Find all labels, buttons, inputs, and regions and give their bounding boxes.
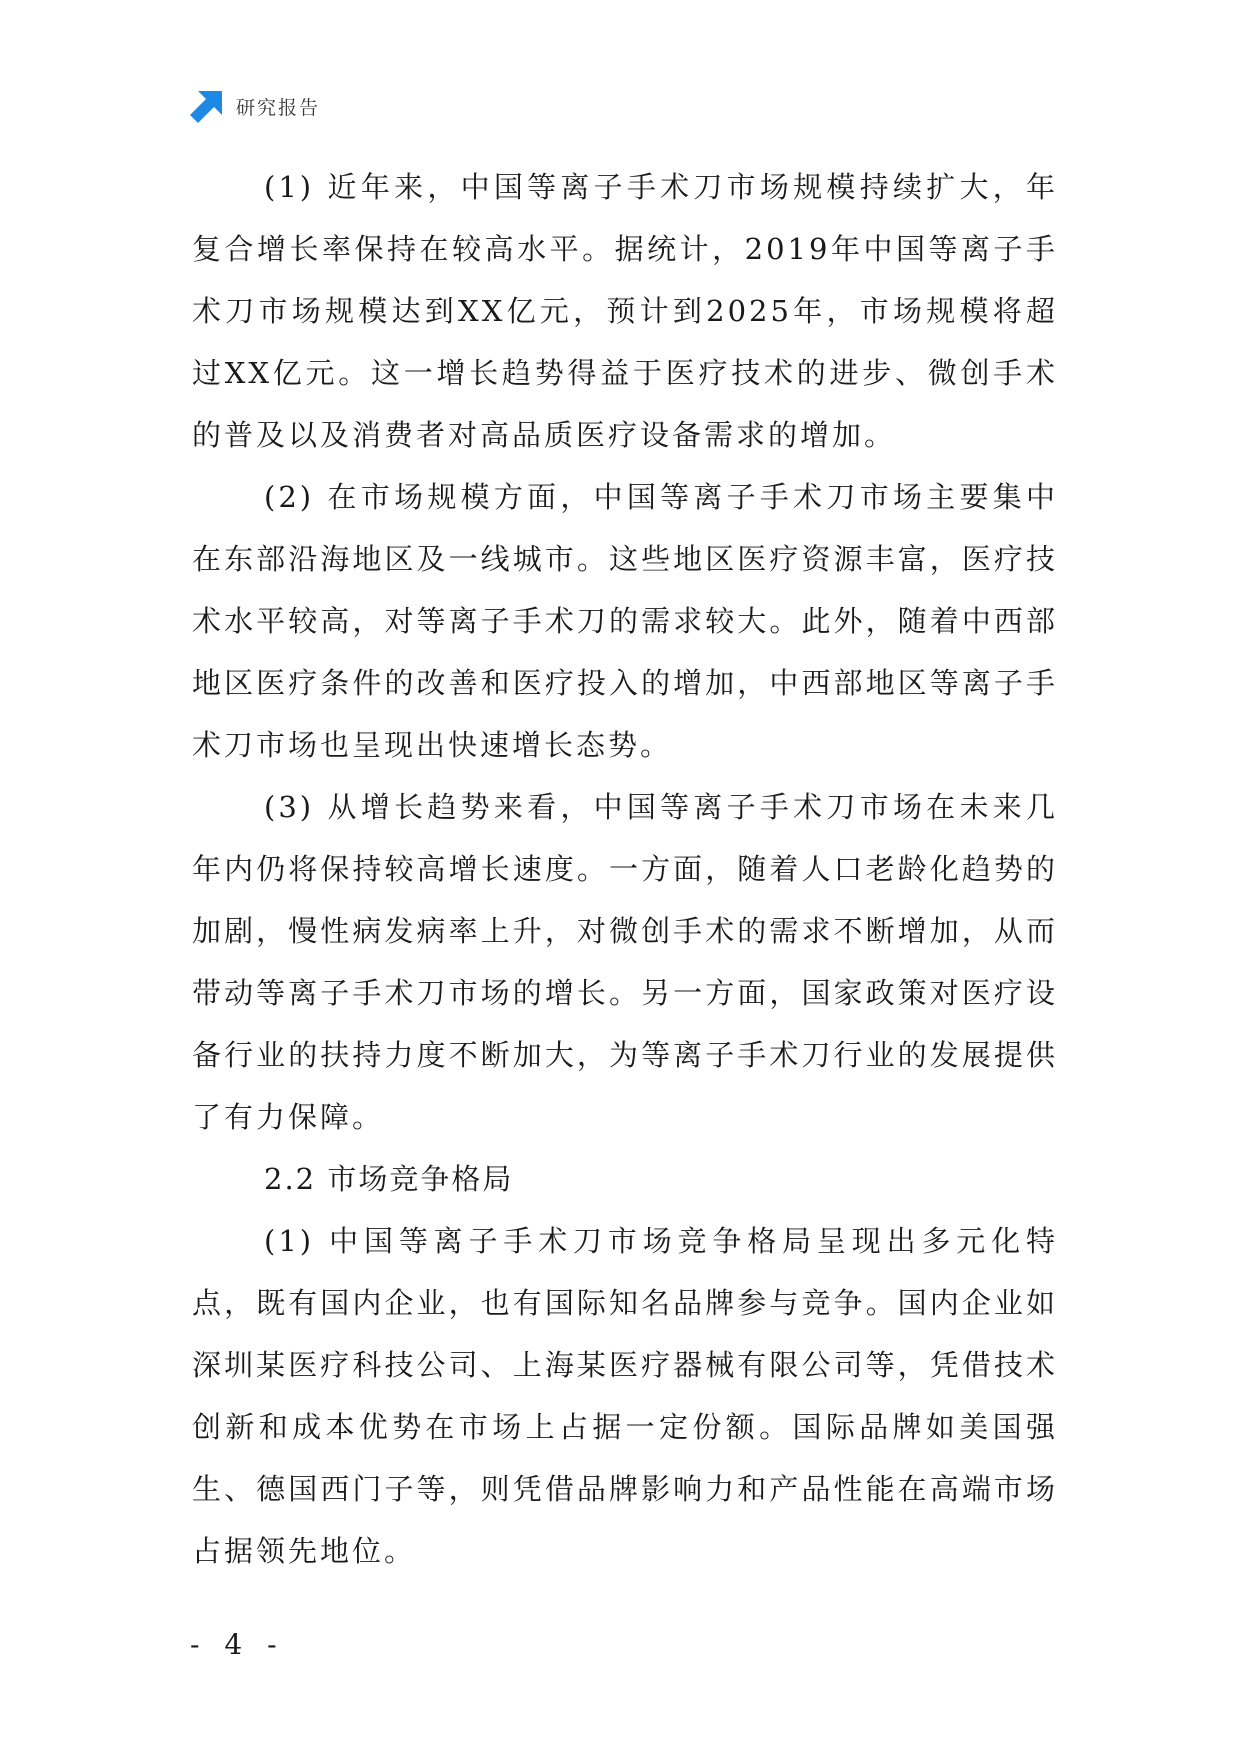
header-title: 研究报告 [236, 96, 321, 119]
paragraph: (3) 从增长趋势来看，中国等离子手术刀市场在未来几年内仍将保持较高增长速度。一方面，随着人口老龄化趋势的加剧，慢性病发病率上升，对微创手术的需求不断增加，从而带动等离子手术刀市场的增长。另一方面，国家政策对医疗设备行业的扶持力度不断加大，为等离子手术刀行业的发展提供了有力保障。 [192, 790, 1058, 1134]
report-header [190, 88, 320, 124]
document-body [192, 156, 1058, 1582]
paragraph: (1) 近年来，中国等离子手术刀市场规模持续扩大，年复合增长率保持在较高水平。据统计，2019年中国等离子手术刀市场规模达到XX亿元，预计到2025年，市场规模将超过XX亿元。这一增长趋势得益于医疗技术的进步、微创手术的普及以及消费者对高品质医疗设备需求的增加。 [192, 170, 1058, 452]
arrow-up-right-icon [190, 89, 224, 123]
paragraph: (2) 在市场规模方面，中国等离子手术刀市场主要集中在东部沿海地区及一线城市。这些地区医疗资源丰富，医疗技术水平较高，对等离子手术刀的需求较大。此外，随着中西部地区医疗条件的改善和医疗投入的增加，中西部地区等离子手术刀市场也呈现出快速增长态势。 [192, 480, 1058, 762]
section-heading: 2.2 市场竞争格局 [264, 1162, 514, 1196]
page-number: - 4 - [190, 1628, 285, 1661]
paragraph: (1) 中国等离子手术刀市场竞争格局呈现出多元化特点，既有国内企业，也有国际知名品牌参与竞争。国内企业如深圳某医疗科技公司、上海某医疗器械有限公司等，凭借技术创新和成本优势在市场上占据一定份额。国际品牌如美国强生、德国西门子等，则凭借品牌影响力和产品性能在高端市场占据领先地位。 [192, 1224, 1058, 1568]
